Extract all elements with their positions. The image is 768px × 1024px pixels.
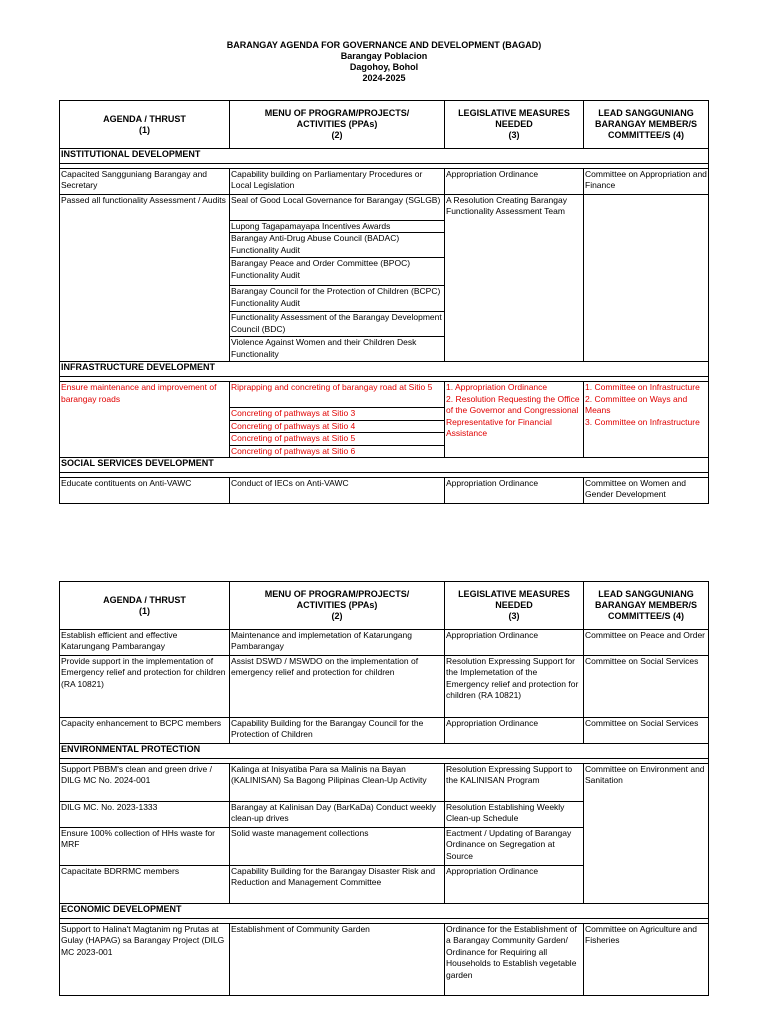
committee-item: 1. Committee on Infrastructure	[585, 382, 700, 393]
measure-cell: Appropriation Ordinance	[445, 169, 584, 195]
measure-cell: Appropriation Ordinance	[445, 866, 584, 904]
agenda-cell: Establish efficient and effective Katarungang Pambarangay	[60, 630, 230, 656]
committee-cell: Committee on Peace and Order	[584, 630, 709, 656]
agenda-cell: Support PBBM's clean and green drive / DILG MC No. 2024-001	[60, 764, 230, 802]
measure-item: 2. Resolution Requesting the Office of the Governor and Congressional Representative for Financial Assistance	[446, 393, 580, 439]
ppa-cell: Conduct of IECs on Anti-VAWC	[230, 478, 445, 504]
agenda-cell: Capacity enhancement to BCPC members	[60, 718, 230, 744]
section-heading: SOCIAL SERVICES DEVELOPMENT	[60, 458, 709, 473]
measure-cell: Appropriation Ordinance	[445, 718, 584, 744]
committee-cell: Committee on Appropriation and Finance	[584, 169, 709, 195]
section-heading-row	[60, 744, 709, 759]
agenda-cell: Ensure 100% collection of HHs waste for MRF	[60, 828, 230, 866]
column-header-ppas: MENU OF PROGRAM/PROJECTS/ ACTIVITIES (PPAs) (2)	[230, 582, 445, 630]
table-row	[60, 924, 709, 996]
section-heading-row	[60, 362, 709, 377]
section-heading-row	[60, 904, 709, 919]
committee-cell: Committee on Agriculture and Fisheries	[584, 924, 709, 996]
column-header-agenda: AGENDA / THRUST (1)	[60, 101, 230, 149]
document-header	[0, 40, 768, 84]
ppa-cell: Capability Building for the Barangay Council for the Protection of Children	[230, 718, 445, 744]
section-heading: INFRASTRUCTURE DEVELOPMENT	[60, 362, 709, 377]
agenda-cell: Support to Halina't Magtanim ng Prutas at Gulay (HAPAG) sa Barangay Project (DILG MC 2023-001	[60, 924, 230, 996]
table-row	[60, 169, 709, 195]
section-heading: INSTITUTIONAL DEVELOPMENT	[60, 149, 709, 164]
committee-cell	[584, 382, 709, 458]
committee-cell: Committee on Social Services	[584, 656, 709, 718]
measure-cell: Eactment / Updating of Barangay Ordinance on Segregation at Source	[445, 828, 584, 866]
table-row	[60, 656, 709, 718]
column-header-measures: LEGISLATIVE MEASURES NEEDED (3)	[445, 582, 584, 630]
ppa-cell: Lupong Tagapamayapa Incentives Awards	[230, 221, 445, 233]
agenda-cell: Capacited Sangguniang Barangay and Secretary	[60, 169, 230, 195]
agenda-cell: DILG MC. No. 2023-1333	[60, 802, 230, 828]
measure-item: 1. Appropriation Ordinance	[446, 382, 548, 393]
measure-cell: Resolution Expressing Support for the Implemetation of the Emergency relief and protection for children (RA 10821)	[445, 656, 584, 718]
agenda-cell: Educate contituents on Anti-VAWC	[60, 478, 230, 504]
agenda-cell: Ensure maintenance and improvement of barangay roads	[60, 382, 230, 458]
ppa-cell: Concreting of pathways at Sitio 3	[230, 408, 445, 420]
ppa-cell: Concreting of pathways at Sitio 4	[230, 420, 445, 432]
table-row	[60, 382, 709, 408]
ppa-cell: Kalinga at Inisyatiba Para sa Malinis na Bayan (KALINISAN) Sa Bagong Pilipinas Clean-Up Activity	[230, 764, 445, 802]
agenda-cell: Capacitate BDRRMC members	[60, 866, 230, 904]
column-header-agenda: AGENDA / THRUST (1)	[60, 582, 230, 630]
measure-cell: Appropriation Ordinance	[445, 630, 584, 656]
committee-cell	[584, 195, 709, 362]
committee-cell: Committee on Women and Gender Development	[584, 478, 709, 504]
table-row	[60, 195, 709, 221]
measure-cell: Resolution Establishing Weekly Clean-up Schedule	[445, 802, 584, 828]
table-row	[60, 478, 709, 504]
ppa-cell: Maintenance and implemetation of Katarungang Pambarangay	[230, 630, 445, 656]
committee-item: 2. Committee on Ways and Means	[585, 393, 688, 416]
section-heading: ENVIRONMENTAL PROTECTION	[60, 744, 709, 759]
agenda-table-1	[59, 100, 709, 504]
measure-cell: Appropriation Ordinance	[445, 478, 584, 504]
committee-item: 3. Committee on Infrastructure	[585, 416, 700, 427]
ppa-cell: Capability Building for the Barangay Disaster Risk and Reduction and Management Committee	[230, 866, 445, 904]
measure-cell: Ordinance for the Establishment of a Barangay Community Garden/ Ordinance for Requiring all Households to Establish vegetable garden	[445, 924, 584, 996]
ppa-cell: Barangay at Kalinisan Day (BarKaDa) Conduct weekly clean-up drives	[230, 802, 445, 828]
ppa-cell: Seal of Good Local Governance for Barangay (SGLGB)	[230, 195, 445, 221]
ppa-cell: Concreting of pathways at Sitio 5	[230, 433, 445, 445]
section-heading-row	[60, 149, 709, 164]
section-heading-row	[60, 458, 709, 473]
ppa-cell: Functionality Assessment of the Barangay Development Council (BDC)	[230, 312, 445, 337]
table-header-row	[60, 101, 709, 149]
ppa-cell: Assist DSWD / MSWDO on the implementation of emergency relief and protection for children	[230, 656, 445, 718]
column-header-measures: LEGISLATIVE MEASURES NEEDED (3)	[445, 101, 584, 149]
barangay-name: Barangay Poblacion	[340, 51, 428, 61]
document-title: BARANGAY AGENDA FOR GOVERNANCE AND DEVELOPMENT (BAGAD)	[226, 40, 542, 50]
ppa-cell: Violence Against Women and their Children Desk Functionality	[230, 337, 445, 362]
table-row	[60, 718, 709, 744]
ppa-cell: Capability building on Parliamentary Procedures or Local Legislation	[230, 169, 445, 195]
table-header-row	[60, 582, 709, 630]
measure-cell	[445, 382, 584, 458]
measure-cell: A Resolution Creating Barangay Functionality Assessment Team	[445, 195, 584, 362]
committee-cell: Committee on Environment and Sanitation	[584, 764, 709, 904]
ppa-cell: Solid waste management collections	[230, 828, 445, 866]
column-header-ppas: MENU OF PROGRAM/PROJECTS/ ACTIVITIES (PPAs) (2)	[230, 101, 445, 149]
period: 2024-2025	[362, 73, 406, 83]
ppa-cell: Barangay Peace and Order Committee (BPOC) Functionality Audit	[230, 258, 445, 286]
table-row	[60, 764, 709, 802]
municipality: Dagohoy, Bohol	[349, 62, 419, 72]
agenda-cell: Passed all functionality Assessment / Audits	[60, 195, 230, 362]
column-header-committee: LEAD SANGGUNIANG BARANGAY MEMBER/S COMMITTEE/S (4)	[584, 101, 709, 149]
section-heading: ECONOMIC DEVELOPMENT	[60, 904, 709, 919]
ppa-cell: Barangay Anti-Drug Abuse Council (BADAC) Functionality Audit	[230, 233, 445, 258]
agenda-cell: Provide support in the implementation of Emergency relief and protection for children (RA 10821)	[60, 656, 230, 718]
committee-cell: Committee on Social Services	[584, 718, 709, 744]
ppa-cell: Concreting of pathways at Sitio 6	[230, 445, 445, 457]
table-row	[60, 630, 709, 656]
measure-cell: Resolution Expressing Support to the KALINISAN Program	[445, 764, 584, 802]
agenda-table-2	[59, 581, 709, 996]
ppa-cell: Establishment of Community Garden	[230, 924, 445, 996]
column-header-committee: LEAD SANGGUNIANG BARANGAY MEMBER/S COMMITTEE/S (4)	[584, 582, 709, 630]
ppa-cell: Barangay Council for the Protection of Children (BCPC) Functionality Audit	[230, 286, 445, 312]
ppa-cell: Riprapping and concreting of barangay road at Sitio 5	[230, 382, 445, 408]
